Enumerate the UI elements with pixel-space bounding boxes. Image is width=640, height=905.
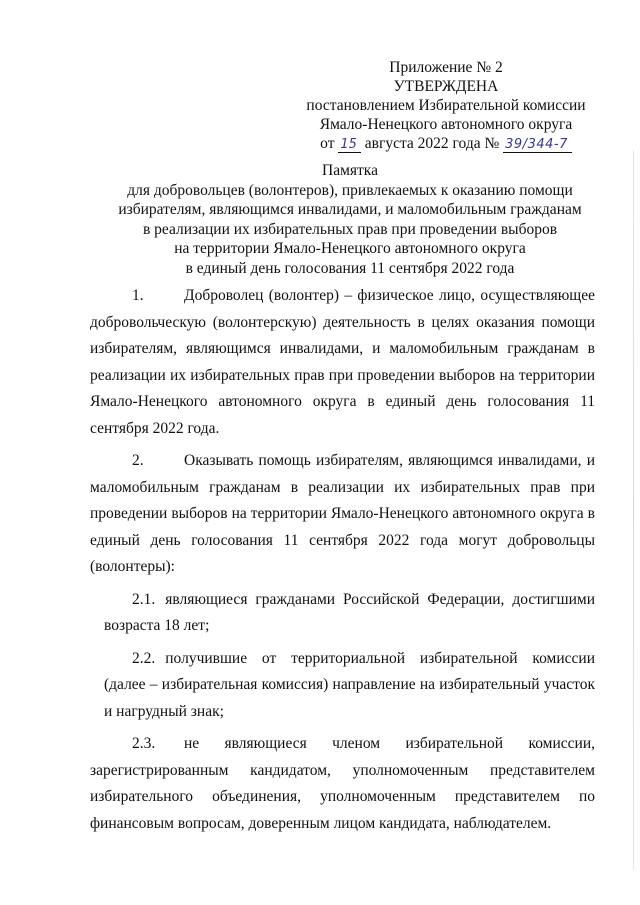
scan-edge-line [633,150,634,870]
handwritten-doc-number: 39/344-7 [503,138,572,153]
subpoint-2-2 [90,646,595,726]
appendix-number: Приложение № 2 [389,59,503,76]
subpoint-text: не являющиеся членом избирательной комиссии, зарегистрированным кандидатом, уполномоченным представителем избирательного объединения, уполномоченным представителем по финансовым вопросам, доверенным лицом кандидата, наблюдателем. [90,735,595,832]
point-1 [90,283,595,442]
memo-heading [90,161,610,278]
region-line: Ямало-Ненецкого автономного округа [319,116,573,133]
date-rest: августа 2022 года № [364,135,500,152]
approved-label: УТВЕРЖДЕНА [393,78,499,95]
subpoint-label: 2.2. [132,649,156,667]
memo-line: для добровольцев (волонтеров), привлекаемых к оказанию помощи [127,181,573,199]
point-label: 1. [132,287,144,304]
point-label: 2. [132,452,144,469]
memo-title: Памятка [322,162,378,179]
date-prefix: от [320,135,335,152]
resolution-line: постановлением Избирательной комиссии [306,97,586,114]
appendix-header [296,58,596,153]
subpoint-2-1 [90,587,595,640]
subpoint-2-3 [90,731,595,837]
subpoint-label: 2.3. [132,735,156,752]
memo-line: на территории Ямало-Ненецкого автономного округа [174,240,526,257]
subpoint-text: являющиеся гражданами Российской Федерации, достигшими возраста 18 лет; [104,590,595,634]
point-text: Оказывать помощь избирателям, являющимся инвалидами, и маломобильным гражданам в реализации их избирательных прав при проведении выборов на территории Ямало-Ненецкого автономного округа в единый день голосования 11 сентября 2022 года могут добровольцы (волонтеры): [90,452,595,575]
date-line [296,134,596,153]
document-body [90,283,595,843]
memo-line: в реализации их избирательных прав при проведении выборов [142,220,558,238]
memo-line: в единый день голосования 11 сентября 2022 года [185,259,515,277]
point-text: Доброволец (волонтер) – физическое лицо, осуществляющее добровольческую (волонтерскую) деятельность в целях оказания помощи избирателям, являющимся инвалидами, и маломобильным гражданам в реализации их избирательных прав при проведении выборов на территории Ямало-Ненецкого автономного округа в единый день голосования 11 сентября 2022 года. [90,287,595,437]
point-2 [90,448,595,581]
subpoint-label: 2.1. [132,590,156,608]
handwritten-day: 15 [338,138,361,153]
memo-line: избирателям, являющимся инвалидами, и маломобильным гражданам [118,201,582,218]
subpoint-text: получившие от территориальной избирательной комиссии (далее – избирательная комиссия) направление на избирательный участок и нагрудный знак; [104,649,595,720]
